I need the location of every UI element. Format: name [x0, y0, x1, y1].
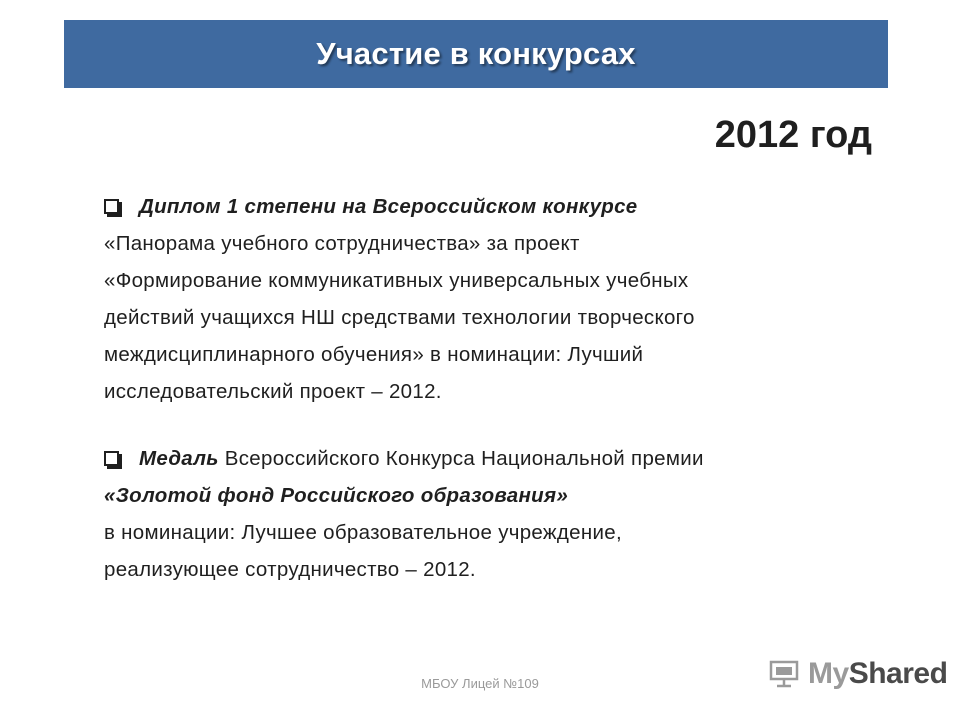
item-line: Всероссийского Конкурса Национальной премии: [218, 447, 704, 470]
title-bar: [64, 20, 888, 88]
watermark-text: [808, 657, 947, 691]
item-line: действий учащихся НШ средствами технологии творческого: [104, 306, 695, 329]
list-item-diploma: [104, 188, 874, 410]
item-line: реализующее сотрудничество – 2012.: [104, 558, 476, 581]
item-line: в номинации: Лучшее образовательное учреждение,: [104, 521, 622, 544]
item-line: «Формирование коммуникативных универсальных учебных: [104, 269, 689, 292]
item-emphasis: «Золотой фонд Российского образования»: [104, 484, 569, 507]
item-emphasis: Диплом 1 степени на Всероссийском конкурсе: [139, 195, 638, 218]
content: [104, 188, 874, 588]
square-bullet-icon: [104, 451, 119, 466]
watermark-shared: Shared: [848, 657, 948, 690]
item-line: «Панорама учебного сотрудничества» за проект: [104, 232, 580, 255]
footer-text: МБОУ Лицей №109: [421, 676, 539, 691]
watermark-my: My: [808, 657, 849, 690]
item-line: междисциплинарного обучения» в номинации: Лучший: [104, 343, 644, 366]
year-heading: 2012 год: [714, 114, 872, 156]
item-emphasis: Медаль: [139, 447, 219, 470]
page-title: Участие в конкурсах: [316, 36, 636, 71]
presentation-icon: [768, 659, 802, 689]
square-bullet-icon: [104, 199, 119, 214]
watermark-logo: [768, 654, 947, 694]
item-line: исследовательский проект – 2012.: [104, 380, 442, 403]
list-item-medal: [104, 440, 874, 588]
